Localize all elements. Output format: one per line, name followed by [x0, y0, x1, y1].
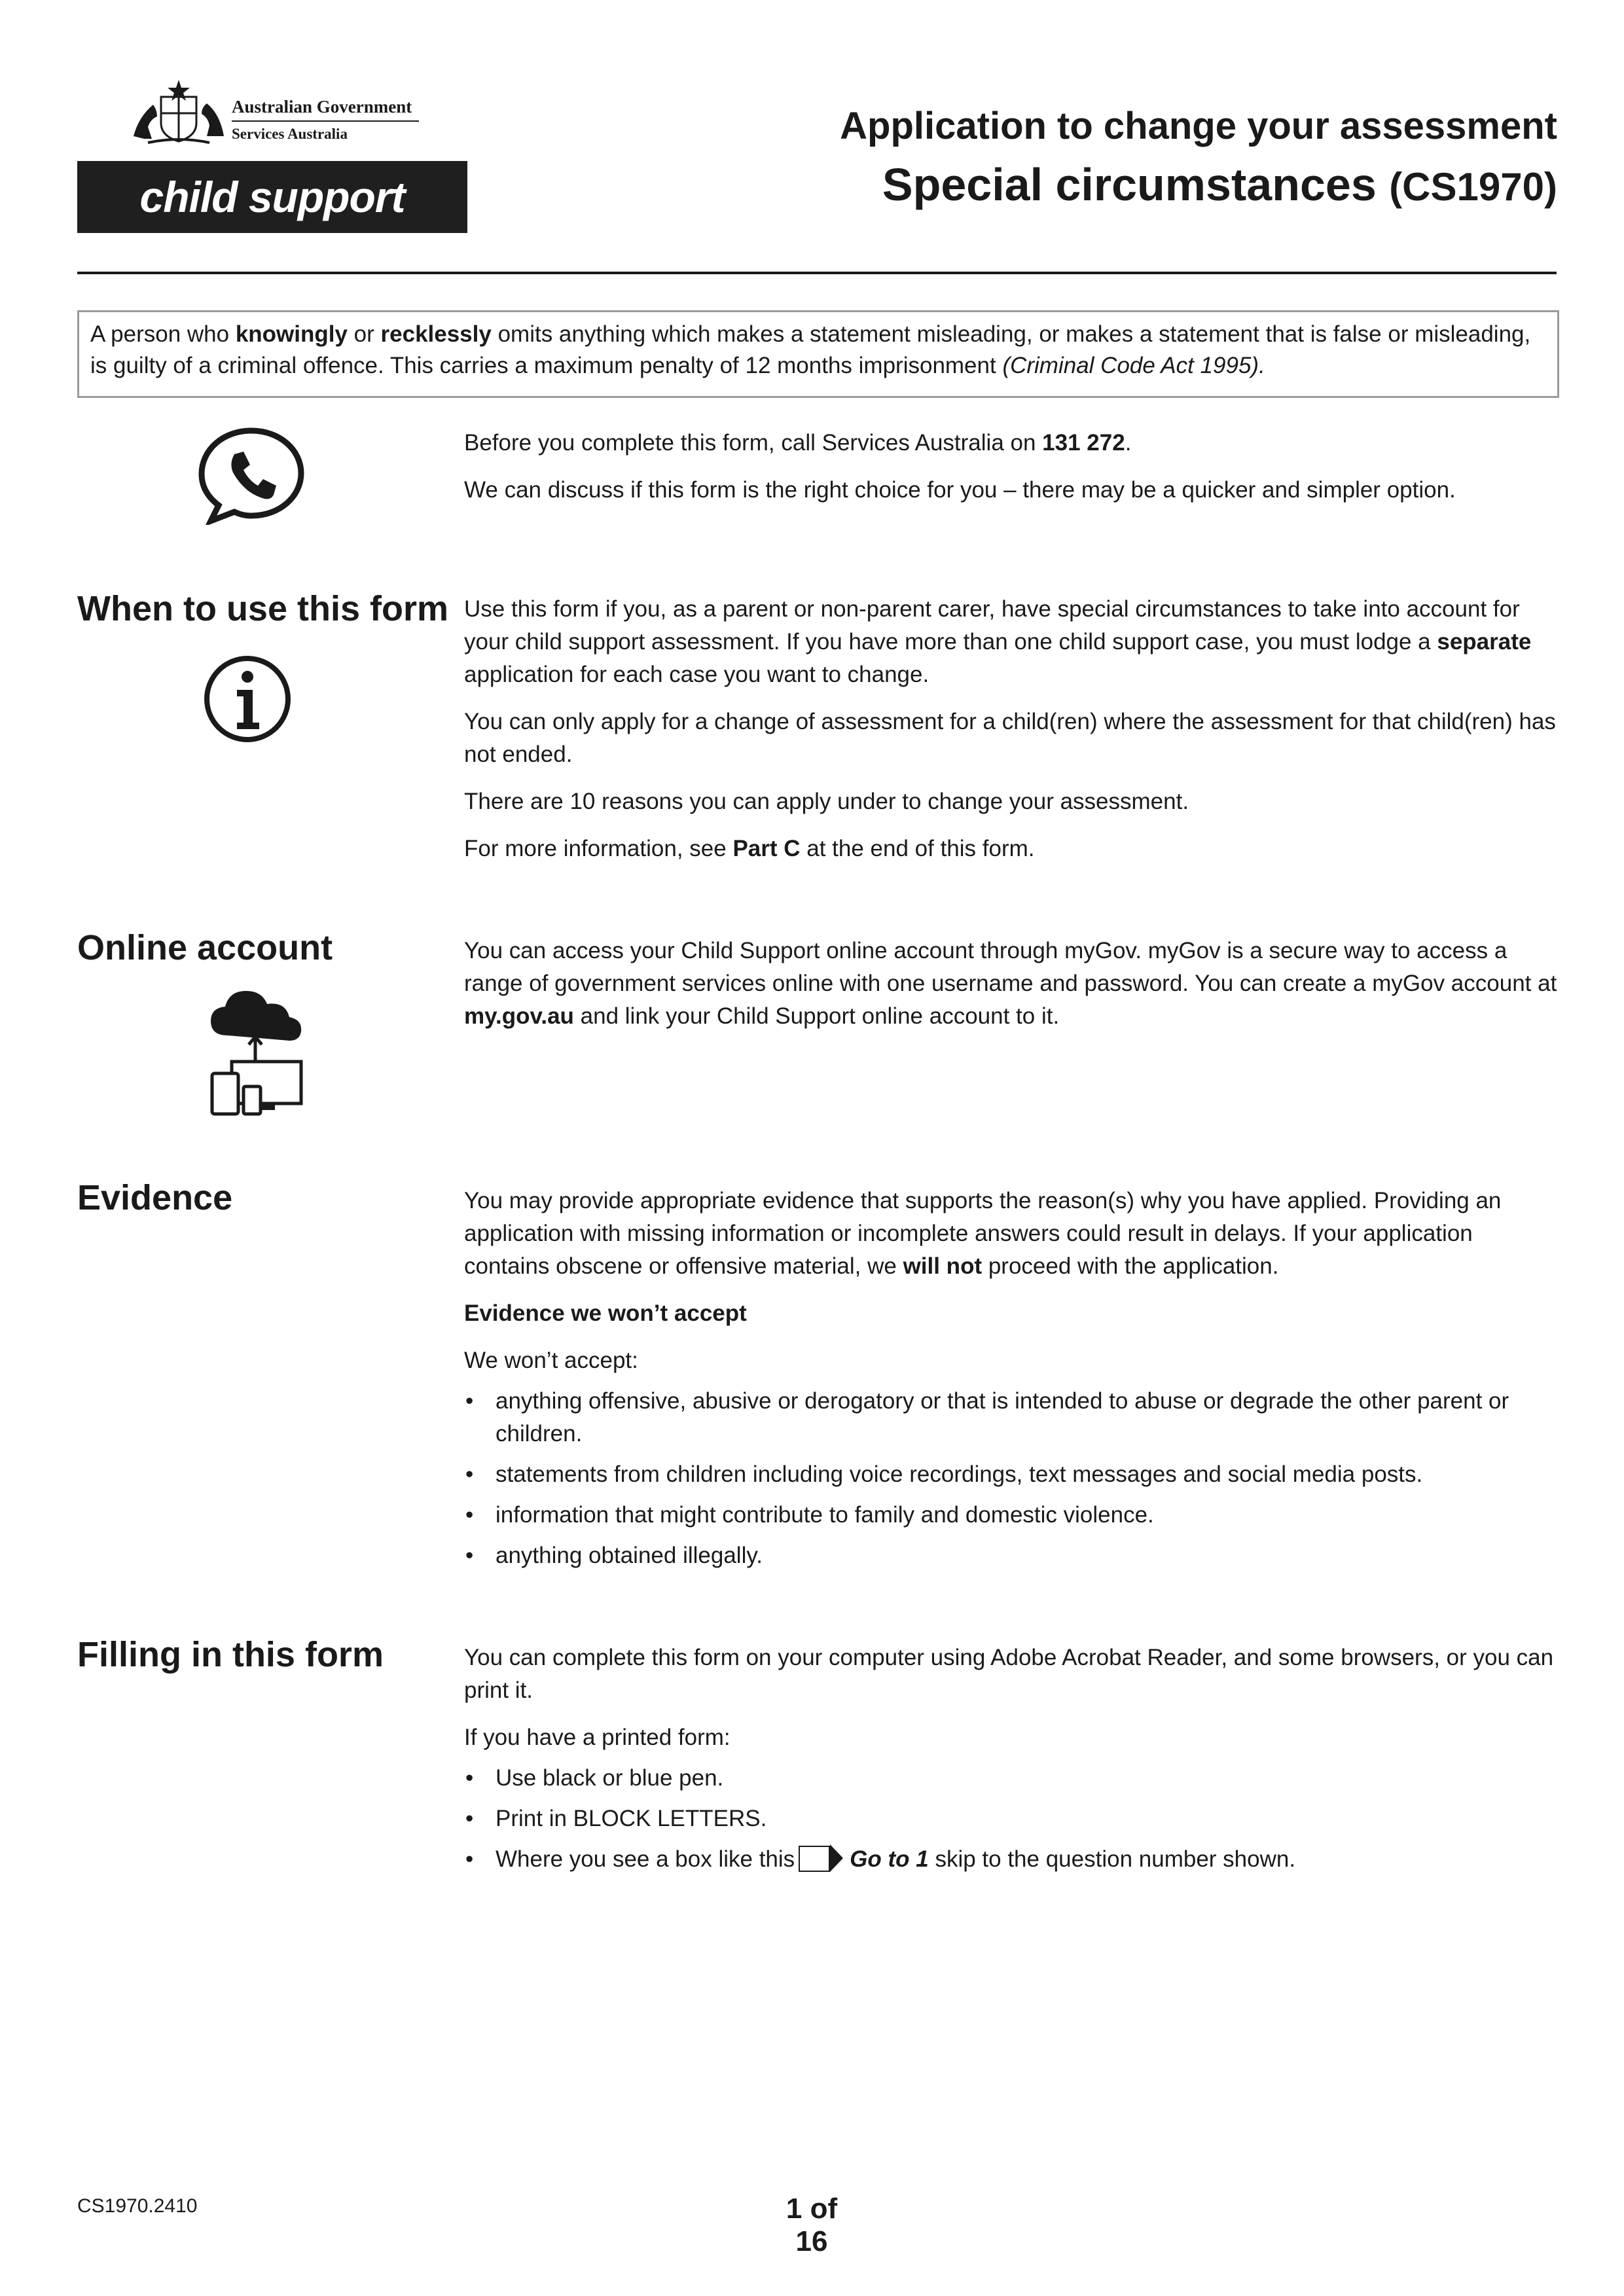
warning-bold: recklessly [380, 321, 492, 347]
goto-label: Go to 1 [850, 1846, 929, 1872]
when-text: at the end of this form. [800, 836, 1035, 861]
list-item: • anything obtained illegally. [464, 1539, 1559, 1572]
form-title-line2 [882, 157, 1557, 215]
discuss-note: We can discuss if this form is the right choice for you – there may be a quicker and simpler option. [464, 477, 1456, 503]
list-item: • statements from children including voice recordings, text messages and social media posts. [464, 1458, 1559, 1491]
goto-box-sample [799, 1846, 830, 1872]
list-item: • information that might contribute to family and domestic violence. [464, 1499, 1559, 1532]
when-text: application for each case you want to change. [464, 662, 929, 687]
call-text: Before you complete this form, call Services Australia on [464, 430, 1043, 456]
form-title: Special circumstances [882, 159, 1377, 210]
when-paragraph-1 [464, 593, 1559, 691]
warning-text: omits anything which makes a statement misleading, or makes a statement that is false or misleading, is guilty of a criminal offence. This carries a maximum penalty of 12 months imprisonment [90, 321, 1531, 378]
online-paragraph [464, 935, 1559, 1033]
when-to-use-section [464, 593, 1559, 880]
warning-text: A person who [90, 321, 236, 347]
call-instruction [464, 427, 1559, 459]
online-text: and link your Child Support online account to it. [573, 1003, 1060, 1029]
evidence-intro: We won’t accept: [464, 1348, 638, 1373]
part-c-reference: Part C [732, 836, 801, 861]
form-code: (CS1970) [1389, 165, 1557, 209]
government-wordmark [232, 96, 419, 145]
contact-section [464, 427, 1559, 521]
cloud-devices-icon [203, 990, 308, 1118]
list-item: • Print in BLOCK LETTERS. [464, 1803, 1559, 1835]
evidence-paragraph [464, 1185, 1559, 1283]
filling-paragraph-1: You can complete this form on your computer using Adobe Acrobat Reader, and some browsers, or you can print it. [464, 1645, 1554, 1703]
filling-list [464, 1762, 1559, 1876]
agency-name: Services Australia [232, 126, 348, 142]
filling-paragraph-2: If you have a printed form: [464, 1725, 731, 1750]
evidence-text: proceed with the application. [982, 1253, 1279, 1279]
evidence-section [464, 1185, 1559, 1580]
list-item: • Use black or blue pen. [464, 1762, 1559, 1795]
online-account-section [464, 935, 1559, 1047]
goto-text: skip to the question number shown. [928, 1846, 1296, 1872]
warning-citation: (Criminal Code Act 1995). [1002, 353, 1265, 378]
evidence-list [464, 1385, 1559, 1572]
warning-bold: knowingly [235, 321, 348, 347]
goto-arrow-icon [830, 1844, 843, 1872]
when-text: For more information, see [464, 836, 733, 861]
phone-number: 131 272 [1042, 430, 1125, 456]
phone-chat-icon [196, 425, 306, 525]
filling-section [464, 1641, 1559, 1884]
page-number: 1 of 16 [785, 2193, 838, 2257]
evidence-heading: Evidence [77, 1178, 233, 1217]
evidence-bold: will not [903, 1253, 983, 1279]
form-version-code: CS1970.2410 [77, 2195, 198, 2217]
program-banner: child support [77, 161, 467, 233]
goto-text: Where you see a box like this [496, 1846, 795, 1872]
when-paragraph-4 [464, 833, 1559, 865]
when-paragraph-2: You can only apply for a change of assessment for a child(ren) where the assessment for that child(ren) has not ended. [464, 709, 1556, 767]
when-to-use-heading: When to use this form [77, 589, 448, 628]
warning-text: or [347, 321, 381, 347]
evidence-subheading: Evidence we won’t accept [464, 1300, 747, 1326]
criminal-offence-warning [77, 310, 1559, 398]
header-divider [77, 272, 1557, 274]
government-name: Australian Government [232, 96, 419, 122]
online-account-heading: Online account [77, 928, 333, 967]
filling-heading: Filling in this form [77, 1635, 384, 1674]
list-item: • anything offensive, abusive or derogatory or that is intended to abuse or degrade the other parent or children. [464, 1385, 1559, 1450]
when-paragraph-3: There are 10 reasons you can apply under to change your assessment. [464, 789, 1189, 814]
call-text-end: . [1125, 430, 1132, 456]
mygov-link[interactable]: my.gov.au [464, 1003, 574, 1029]
info-icon [203, 655, 292, 744]
list-item [464, 1843, 1559, 1876]
when-bold: separate [1437, 629, 1532, 655]
coat-of-arms-logo [128, 77, 229, 151]
evidence-text: You may provide appropriate evidence that supports the reason(s) why you have applied. Providing an application with missing information or incomplete answers could result in delays. If your application contains obscene or offensive material, we [464, 1188, 1502, 1279]
when-text: Use this form if you, as a parent or non-parent carer, have special circumstances to take into account for your child support assessment. If you have more than one child support case, you must lodge a [464, 596, 1520, 655]
online-text: You can access your Child Support online account through myGov. myGov is a secure way to access a range of government services online with one username and password. You can create a myGov account at [464, 938, 1557, 996]
form-title-line1: Application to change your assessment [840, 105, 1557, 147]
